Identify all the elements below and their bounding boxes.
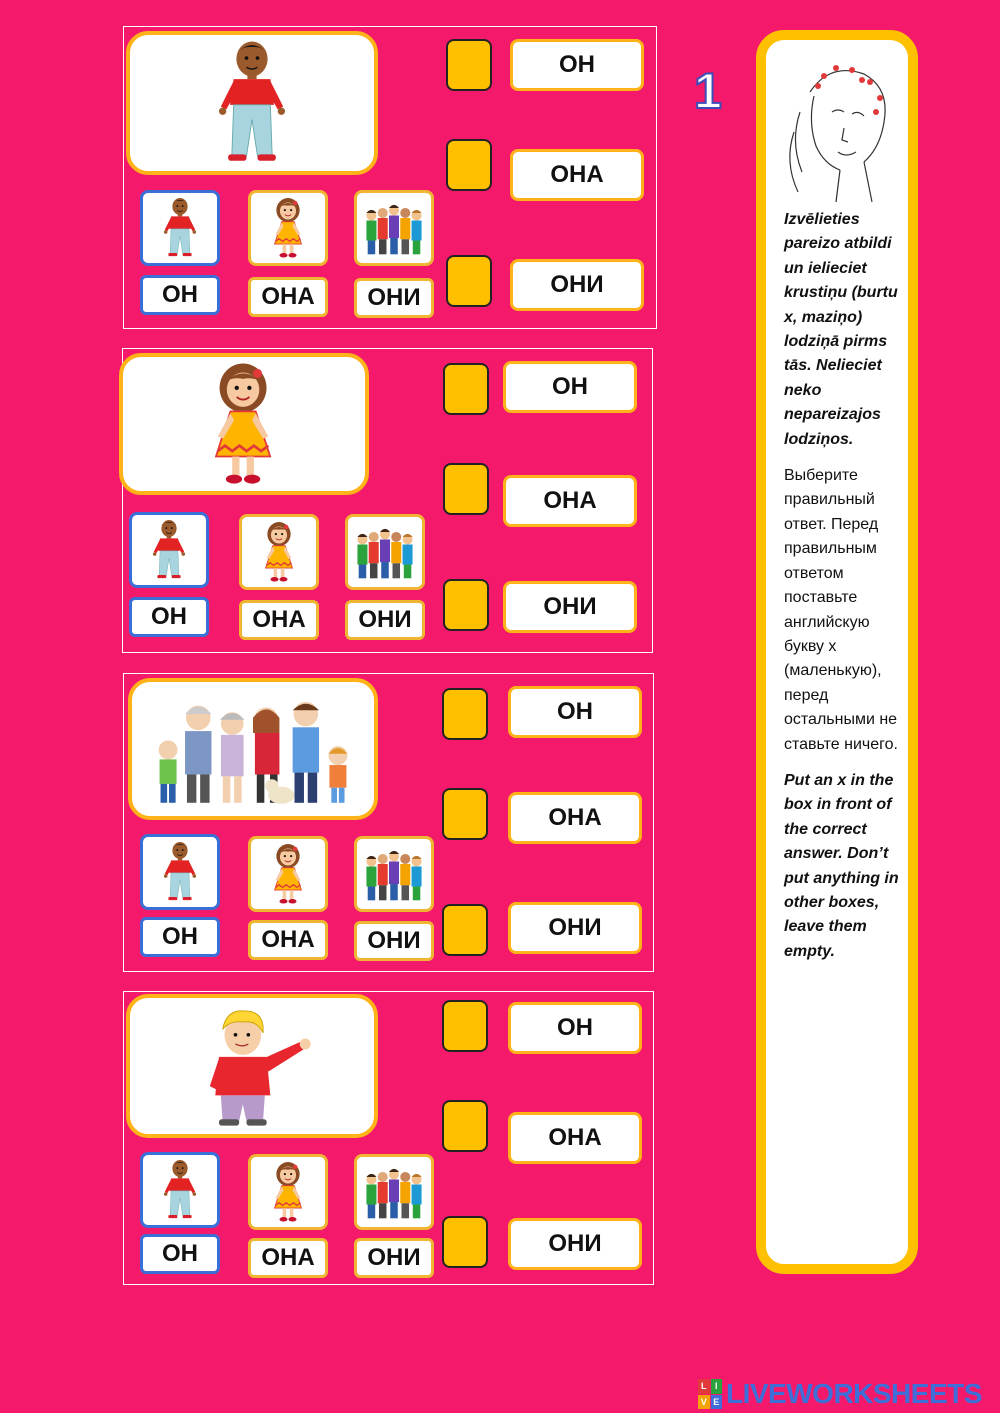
answer-box-oni[interactable] xyxy=(446,255,492,307)
thumb-girl xyxy=(248,190,328,266)
option-ona[interactable]: ОНА xyxy=(508,1112,642,1164)
answer-box-on[interactable] xyxy=(443,363,489,415)
thumb-label-ona: ОНА xyxy=(248,920,328,960)
option-on[interactable]: ОН xyxy=(510,39,644,91)
thumb-group xyxy=(354,1154,434,1230)
thumb-boy xyxy=(129,512,209,588)
page-number: 1 xyxy=(694,63,722,119)
instruction-english: Put an x in the box in front of the correct answer. Don’t put anything in other boxes, leave them empty. xyxy=(784,771,899,960)
thumb-girl xyxy=(248,836,328,912)
brand-mark-letter: V xyxy=(698,1395,710,1410)
brand-mark-letter: L xyxy=(698,1379,710,1394)
answer-box-ona[interactable] xyxy=(442,1100,488,1152)
instruction-latvian: Izvēlieties pareizo atbildi un ielieciet krustiņu (burtu x, maziņo) lodziņā pirms tās. Nelieciet neko nepareizajos lodziņos. xyxy=(784,211,898,448)
brand-mark-letter: I xyxy=(711,1379,723,1394)
exercise-4 xyxy=(123,991,654,1285)
exercise-4-picture xyxy=(126,994,378,1138)
thumb-label-ona: ОНА xyxy=(248,1238,328,1278)
exercise-1 xyxy=(123,26,657,329)
thumb-label-oni: ОНИ xyxy=(354,278,434,318)
brand-mark-letter: E xyxy=(711,1395,723,1410)
boy-picture xyxy=(130,35,374,171)
option-ona[interactable]: ОНА xyxy=(503,475,637,527)
thumb-label-oni: ОНИ xyxy=(354,1238,434,1278)
thumb-label-ona: ОНА xyxy=(248,277,328,317)
answer-box-on[interactable] xyxy=(442,688,488,740)
option-ona[interactable]: ОНА xyxy=(508,792,642,844)
answer-box-ona[interactable] xyxy=(446,139,492,191)
thumb-label-on: ОН xyxy=(140,275,220,315)
liveworksheets-text: LIVEWORKSHEETS xyxy=(726,1378,982,1409)
option-on[interactable]: ОН xyxy=(508,1002,642,1054)
answer-box-ona[interactable] xyxy=(443,463,489,515)
option-oni[interactable]: ОНИ xyxy=(508,1218,642,1270)
answer-box-on[interactable] xyxy=(442,1000,488,1052)
option-on[interactable]: ОН xyxy=(508,686,642,738)
exercise-3 xyxy=(123,673,654,972)
girl-picture xyxy=(123,357,365,491)
option-oni[interactable]: ОНИ xyxy=(510,259,644,311)
thumb-girl xyxy=(248,1154,328,1230)
thumb-group xyxy=(354,836,434,912)
option-ona[interactable]: ОНА xyxy=(510,149,644,201)
thumb-boy xyxy=(140,1152,220,1228)
thumb-label-oni: ОНИ xyxy=(345,600,425,640)
family-picture xyxy=(132,682,374,816)
thumb-group xyxy=(354,190,434,266)
answer-box-oni[interactable] xyxy=(443,579,489,631)
thumb-group xyxy=(345,514,425,590)
answer-box-oni[interactable] xyxy=(442,904,488,956)
option-on[interactable]: ОН xyxy=(503,361,637,413)
answer-box-ona[interactable] xyxy=(442,788,488,840)
blond-boy-picture xyxy=(130,998,374,1134)
liveworksheets-logo xyxy=(698,1377,982,1411)
thumb-boy xyxy=(140,190,220,266)
teacher-sketch-icon xyxy=(780,52,904,212)
answer-box-oni[interactable] xyxy=(442,1216,488,1268)
exercise-3-picture xyxy=(128,678,378,820)
instruction-russian: Выберите правильный ответ. Перед правильным ответом поставьте английскую букву х (маленькую), перед остальными не ставьте ничего. xyxy=(784,467,898,753)
exercise-2-picture xyxy=(119,353,369,495)
thumb-label-oni: ОНИ xyxy=(354,921,434,961)
liveworksheets-mark-icon xyxy=(698,1379,722,1409)
answer-box-on[interactable] xyxy=(446,39,492,91)
thumb-label-on: ОН xyxy=(140,1234,220,1274)
thumb-label-ona: ОНА xyxy=(239,600,319,640)
exercise-1-picture xyxy=(126,31,378,175)
option-oni[interactable]: ОНИ xyxy=(508,902,642,954)
thumb-label-on: ОН xyxy=(129,597,209,637)
thumb-boy xyxy=(140,834,220,910)
option-oni[interactable]: ОНИ xyxy=(503,581,637,633)
thumb-girl xyxy=(239,514,319,590)
exercise-2 xyxy=(122,348,653,653)
thumb-label-on: ОН xyxy=(140,917,220,957)
instructions-panel xyxy=(756,30,918,1274)
